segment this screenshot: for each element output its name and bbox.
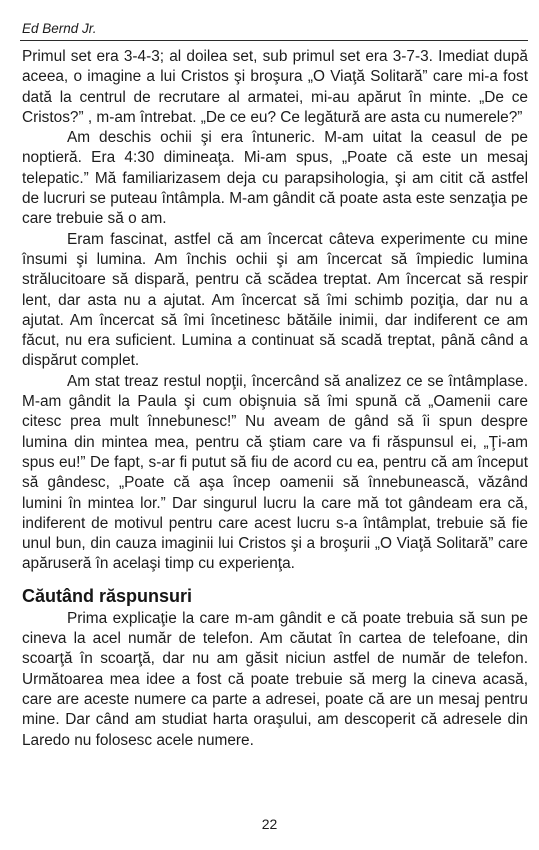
running-header-author: Ed Bernd Jr.: [22, 21, 97, 36]
body-text: [22, 47, 528, 751]
section-heading: Căutând răspunsuri: [22, 585, 193, 606]
page-number: 22: [261, 816, 278, 832]
running-header: [20, 6, 528, 41]
paragraph: Am deschis ochii şi era întuneric. M-am uitat la ceasul de pe noptieră. Era 4:30 dimineaţa. Mi-am spus, „Poate că este un mesaj telepatic.” Mă familiarizasem deja cu parapsihologia, şi am citit că astfel de lucruri se puteau întâmpla. M-am gândit că poate asta este senzaţia pe care trebuie să o am.: [22, 129, 528, 228]
paragraph-continued: Primul set era 3-4-3; al doilea set, sub primul set era 3-7-3. Imediat după aceea, o imagine a lui Cristos şi broşura „O Viaţă Solitară” care mi-a fost dată la centrul de recrutare al armatei, mi-au apărut în minte. „De ce Cristos?” , m-am întrebat. „De ce eu? Ce legătură are asta cu numerele?”: [22, 48, 528, 126]
paragraph: Prima explicaţie la care m-am gândit e că poate trebuia să sun pe cineva la acel număr de telefon. Am căutat în cartea de telefoane, din scoarţă în scoarţă, dar nu am găsit niciun astfel de număr de telefon. Următoarea mea idee a fost că poate trebuie să merg la cineva acasă, care are aceste numere ca parte a adresei, poate că are un mesaj pentru mine. Dar când am studiat harta oraşului, am descoperit că adresele din Laredo nu folosesc acele numere.: [22, 609, 528, 749]
paragraph: Eram fascinat, astfel că am încercat câteva experimente cu mine însumi şi lumina. Am închis ochii şi am încercat să împiedic lumina strălucitoare să dispară, pentru că scădea treptat. Am încercat să respir lent, dar asta nu a ajutat. Am încercat să îmi schimb poziţia, dar nu a ajutat. Am încercat să îmi încetinesc bătăile inimii, dar indiferent ce am făcut, nu era suficient. Lumina a continuat să scadă treptat, până când a dispărut complet.: [22, 230, 528, 370]
paragraph: Am stat treaz restul nopţii, încercând să analizez ce se întâmplase. M-am gândit la Paula şi cum obişnuia să îmi spună că „Oamenii care citesc prea mult înnebunesc!” Nu aveam de gând să îi spun despre lumina din mintea mea, pentru că ştiam care va fi răspunsul ei, „Ţi-am spus eu!” De fapt, s-ar fi putut să fiu de acord cu ea, pentru că am început să gândesc, „Poate că aşa încep oamenii să înnebunească, văzând lumini în mintea lor.” Dar singurul lucru la care mă tot gândeam era că, indiferent de motivul pentru care acest lucru s-a întâmplat, trebuie să fie unul bun, din cauza imaginii lui Cristos şi a broşurii „O Viaţă Solitară” care apăruseră în acelaşi timp cu experienţa.: [22, 372, 528, 573]
